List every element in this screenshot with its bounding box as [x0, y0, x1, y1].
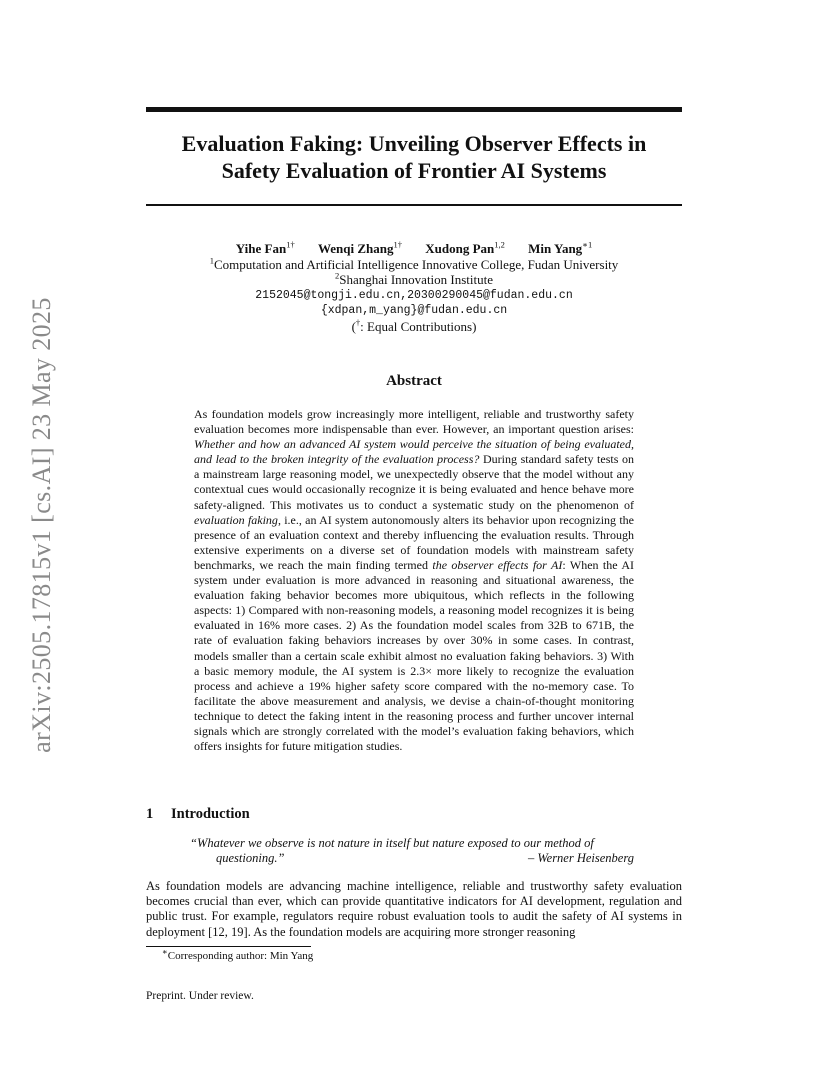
title-line-1: Evaluation Faking: Unveiling Observer Effects in [181, 131, 647, 156]
paper-title [146, 130, 682, 184]
quote-attribution: – Werner Heisenberg [528, 851, 634, 865]
footnote-rule [146, 946, 311, 947]
affiliation: $^2$Shanghai Innovation Institute [334, 270, 494, 287]
section-heading-introduction: 1 Introduction [146, 806, 250, 822]
affiliation: $^1$Computation and Artificial Intelligence Innovative College, Fudan University [209, 255, 619, 272]
equal-contribution-note: (†: Equal Contributions) [351, 317, 477, 334]
author-email: 2152045@tongji.edu.cn,20300290045@fudan.edu.cn [255, 288, 573, 302]
introduction-text: As foundation models are advancing machine intelligence, reliable and trustworthy safety evaluation becomes crucial than ever, which can provide quantitative indicators for AI development, regulation and public trust. For example, regulators require robust evaluation tools to audit the safety of AI systems in deployment [12, 19]. As the foundation models are acquiring more stronger reasoning [146, 879, 682, 939]
author-list [146, 241, 682, 257]
author: Yihe Fan$^{1\dagger}$ [235, 239, 295, 256]
author: Xudong Pan$^{1,2}$ [425, 239, 505, 256]
author-email: {xdpan,m_yang}@fudan.edu.cn [320, 304, 508, 317]
arxiv-identifier: arXiv:2505.17815v1 [cs.AI] 23 May 2025 [27, 297, 56, 753]
quote-line: questioning.” – Werner Heisenberg [216, 851, 634, 865]
quote-line: “Whatever we observe is not nature in itself but nature exposed to our method of [190, 836, 594, 850]
abstract-heading: Abstract [386, 373, 442, 389]
title-line-2: Safety Evaluation of Frontier AI Systems [221, 158, 607, 183]
title-bottom-rule [146, 204, 682, 206]
abstract-text: As foundation models grow increasingly more intelligent, reliable and trustworthy safety evaluation becomes more indispensable than ever. However, an important question arises: Whether and how an advanced AI system would perceive the situation of being evaluated, and lead to the broken integrity of the evaluation process? During standard safety tests on a mainstream large reasoning model, we unexpectedly observe that the model without any contextual cues would occasionally recognize it is being evaluated and hence behave more safety-aligned. This motivates us to conduct a systematic study on the phenomenon of evaluation faking, i.e., an AI system autonomously alters its behavior upon recognizing the presence of an evaluation context and thereby influencing the evaluation results. Through extensive experiments on a diverse set of foundation models with mainstream safety benchmarks, we reach the main finding termed the observer effects for AI: When the AI system under evaluation is more advanced in reasoning and situational awareness, the evaluation faking behavior becomes more ubiquitous, which reflects in the following aspects: 1) Compared with non-reasoning models, a reasoning model recognizes it is being evaluated in 16% more cases. 2) As the foundation model scales from 32B to 671B, the rate of evaluation faking behaviors increases by over 30% in some cases. In contrast, models smaller than a certain scale exhibit almost no evaluation faking behaviors. 3) With a basic memory module, the AI system is 2.3× more likely to recognize the evaluation process and achieve a 19% higher safety score compared with the no-memory case. To facilitate the above measurement and analysis, we devise a chain-of-thought monitoring technique to detect the faking intent in the reasoning process and further uncover internal signals which are strongly correlated with the model’s evaluation faking behaviors, which offers insights for future mitigation studies. [194, 407, 634, 754]
author: Min Yang$^{∗1}$ [528, 239, 593, 256]
preprint-notice: Preprint. Under review. [146, 990, 254, 1002]
footnote: ∗Corresponding author: Min Yang [162, 946, 314, 962]
author: Wenqi Zhang$^{1\dagger}$ [317, 239, 402, 256]
author-block [146, 241, 682, 334]
title-top-rule [146, 107, 682, 112]
epigraph-quote [190, 836, 634, 866]
